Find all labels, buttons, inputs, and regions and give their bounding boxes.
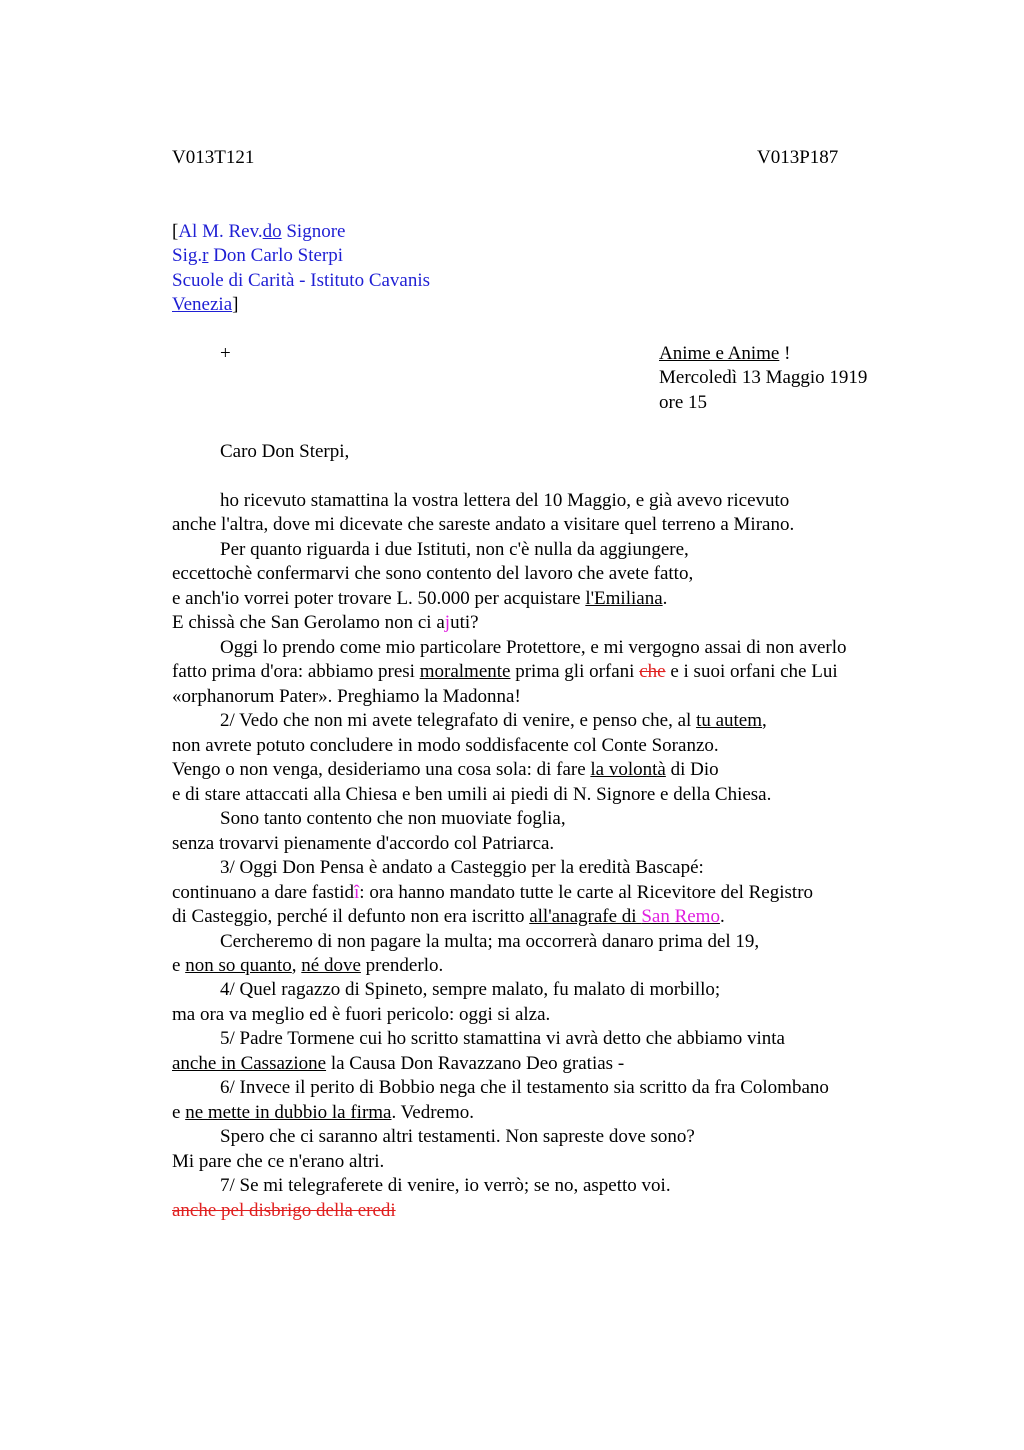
body-line: 6/ Invece il perito di Bobbio nega che il testamento sia scritto da fra Colombano — [220, 1077, 829, 1098]
salutation: Caro Don Sterpi, — [220, 441, 350, 462]
body-line — [220, 709, 767, 734]
body-line — [172, 611, 479, 636]
body-line — [172, 1052, 624, 1077]
underlined-text: né dove — [301, 955, 361, 976]
underlined-text: non so quanto — [185, 955, 292, 976]
body-text: e — [172, 955, 186, 976]
underlined-text: anche in Cassazione — [172, 1053, 327, 1074]
body-text: , — [291, 955, 302, 976]
body-line: Cercheremo di non pagare la multa; ma occorrerà danaro prima del 19, — [220, 931, 760, 952]
body-line: 3/ Oggi Don Pensa è andato a Casteggio per la eredità Bascapé: — [220, 857, 704, 878]
body-text: . Vedremo. — [391, 1102, 474, 1123]
body-line — [172, 660, 838, 685]
body-line: ho ricevuto stamattina la vostra lettera del 10 Maggio, e già avevo ricevuto — [220, 490, 790, 511]
body-line — [172, 954, 443, 979]
body-line: Oggi lo prendo come mio particolare Protettore, e mi vergogno assai di non averlo — [220, 637, 847, 658]
body-line — [172, 1101, 474, 1126]
time: ore 15 — [659, 392, 708, 413]
body-line — [172, 905, 725, 930]
body-text: Vengo o non venga, desideriamo una cosa sola: di fare — [172, 759, 591, 780]
body-text: : ora hanno mandato tutte le carte al Ricevitore del Registro — [359, 882, 814, 903]
underlined-text: l'Emiliana — [585, 588, 663, 609]
underlined-text — [529, 906, 720, 927]
body-line — [172, 587, 667, 612]
bracket-close: ] — [232, 294, 239, 315]
address-line-2 — [172, 244, 343, 269]
body-text: 2/ Vedo che non mi avete telegrafato di venire, e penso che, al — [220, 710, 697, 731]
address-line-4 — [172, 293, 238, 318]
underlined-text: all'anagrafe di — [529, 906, 642, 927]
body-line: anche l'altra, dove mi dicevate che sareste andato a visitare quel terreno a Mirano. — [172, 514, 795, 535]
address-text: Don Carlo Sterpi — [208, 245, 344, 266]
address-line-3: Scuole di Carità - Istituto Cavanis — [172, 270, 431, 291]
motto-text: Anime e Anime — [659, 343, 780, 364]
body-text: , — [762, 710, 767, 731]
body-line: «orphanorum Pater». Preghiamo la Madonna! — [172, 686, 521, 707]
body-text: continuano a dare fastid — [172, 882, 355, 903]
bracket-open: [ — [172, 221, 179, 242]
address-text: Signore — [281, 221, 346, 242]
address-text: Sig. — [172, 245, 203, 266]
struck-line: anche pel disbrigo della eredi — [172, 1200, 396, 1221]
body-line — [172, 881, 813, 906]
body-line: ma ora va meglio ed è fuori pericolo: oggi si alza. — [172, 1004, 551, 1025]
underlined-text: la volontà — [590, 759, 666, 780]
body-text: prenderlo. — [360, 955, 444, 976]
body-line: 5/ Padre Tormene cui ho scritto stamattina vi avrà detto che abbiamo vinta — [220, 1028, 785, 1049]
address-superscript: do — [262, 221, 282, 242]
address-superscript: r — [202, 245, 209, 266]
body-line: senza trovarvi pienamente d'accordo col Patriarca. — [172, 833, 555, 854]
address-text: Al M. Rev. — [178, 221, 263, 242]
body-line: e di stare attaccati alla Chiesa e ben umili ai piedi di N. Signore e della Chiesa. — [172, 784, 772, 805]
body-line: Spero che ci saranno altri testamenti. Non sapreste dove sono? — [220, 1126, 695, 1147]
body-text: di Casteggio, perché il defunto non era iscritto — [172, 906, 530, 927]
body-text: e — [172, 1102, 186, 1123]
body-line: Mi pare che ce n'erano altri. — [172, 1151, 385, 1172]
address-line-1 — [172, 220, 345, 245]
body-line: 7/ Se mi telegraferete di venire, io verrò; se no, aspetto voi. — [220, 1175, 671, 1196]
body-text: e i suoi orfani che Lui — [665, 661, 838, 682]
body-text: prima gli orfani — [510, 661, 640, 682]
body-text: la Causa Don Ravazzano Deo gratias - — [326, 1053, 625, 1074]
cross-symbol: + — [220, 343, 231, 364]
correction-text: î — [354, 882, 360, 903]
body-text: . — [662, 588, 668, 609]
body-text: E chissà che San Gerolamo non ci a — [172, 612, 445, 633]
struck-text: che — [639, 661, 666, 682]
body-line: eccettochè confermarvi che sono contento del lavoro che avete fatto, — [172, 563, 694, 584]
document-code-left: V013T121 — [172, 147, 255, 168]
address-city: Venezia — [172, 294, 233, 315]
body-line: 4/ Quel ragazzo di Spineto, sempre malato, fu malato di morbillo; — [220, 979, 721, 1000]
correction-text: j — [444, 612, 451, 633]
underlined-text: ne mette in dubbio la firma — [185, 1102, 392, 1123]
motto — [659, 342, 790, 367]
underlined-text: moralmente — [419, 661, 511, 682]
date: Mercoledì 13 Maggio 1919 — [659, 367, 868, 388]
body-line — [172, 758, 719, 783]
body-text: . — [719, 906, 725, 927]
correction-text: San Remo — [641, 906, 720, 927]
body-text: fatto prima d'ora: abbiamo presi — [172, 661, 420, 682]
body-line: non avrete potuto concludere in modo soddisfacente col Conte Soranzo. — [172, 735, 719, 756]
body-text: di Dio — [665, 759, 719, 780]
document-code-right: V013P187 — [757, 147, 839, 168]
body-text: e anch'io vorrei poter trovare L. 50.000 per acquistare — [172, 588, 586, 609]
body-line: Per quanto riguarda i due Istituti, non c'è nulla da aggiungere, — [220, 539, 689, 560]
motto-punct: ! — [779, 343, 791, 364]
body-line: Sono tanto contento che non muoviate foglia, — [220, 808, 566, 829]
underlined-text: tu autem — [696, 710, 763, 731]
body-text: uti? — [450, 612, 479, 633]
